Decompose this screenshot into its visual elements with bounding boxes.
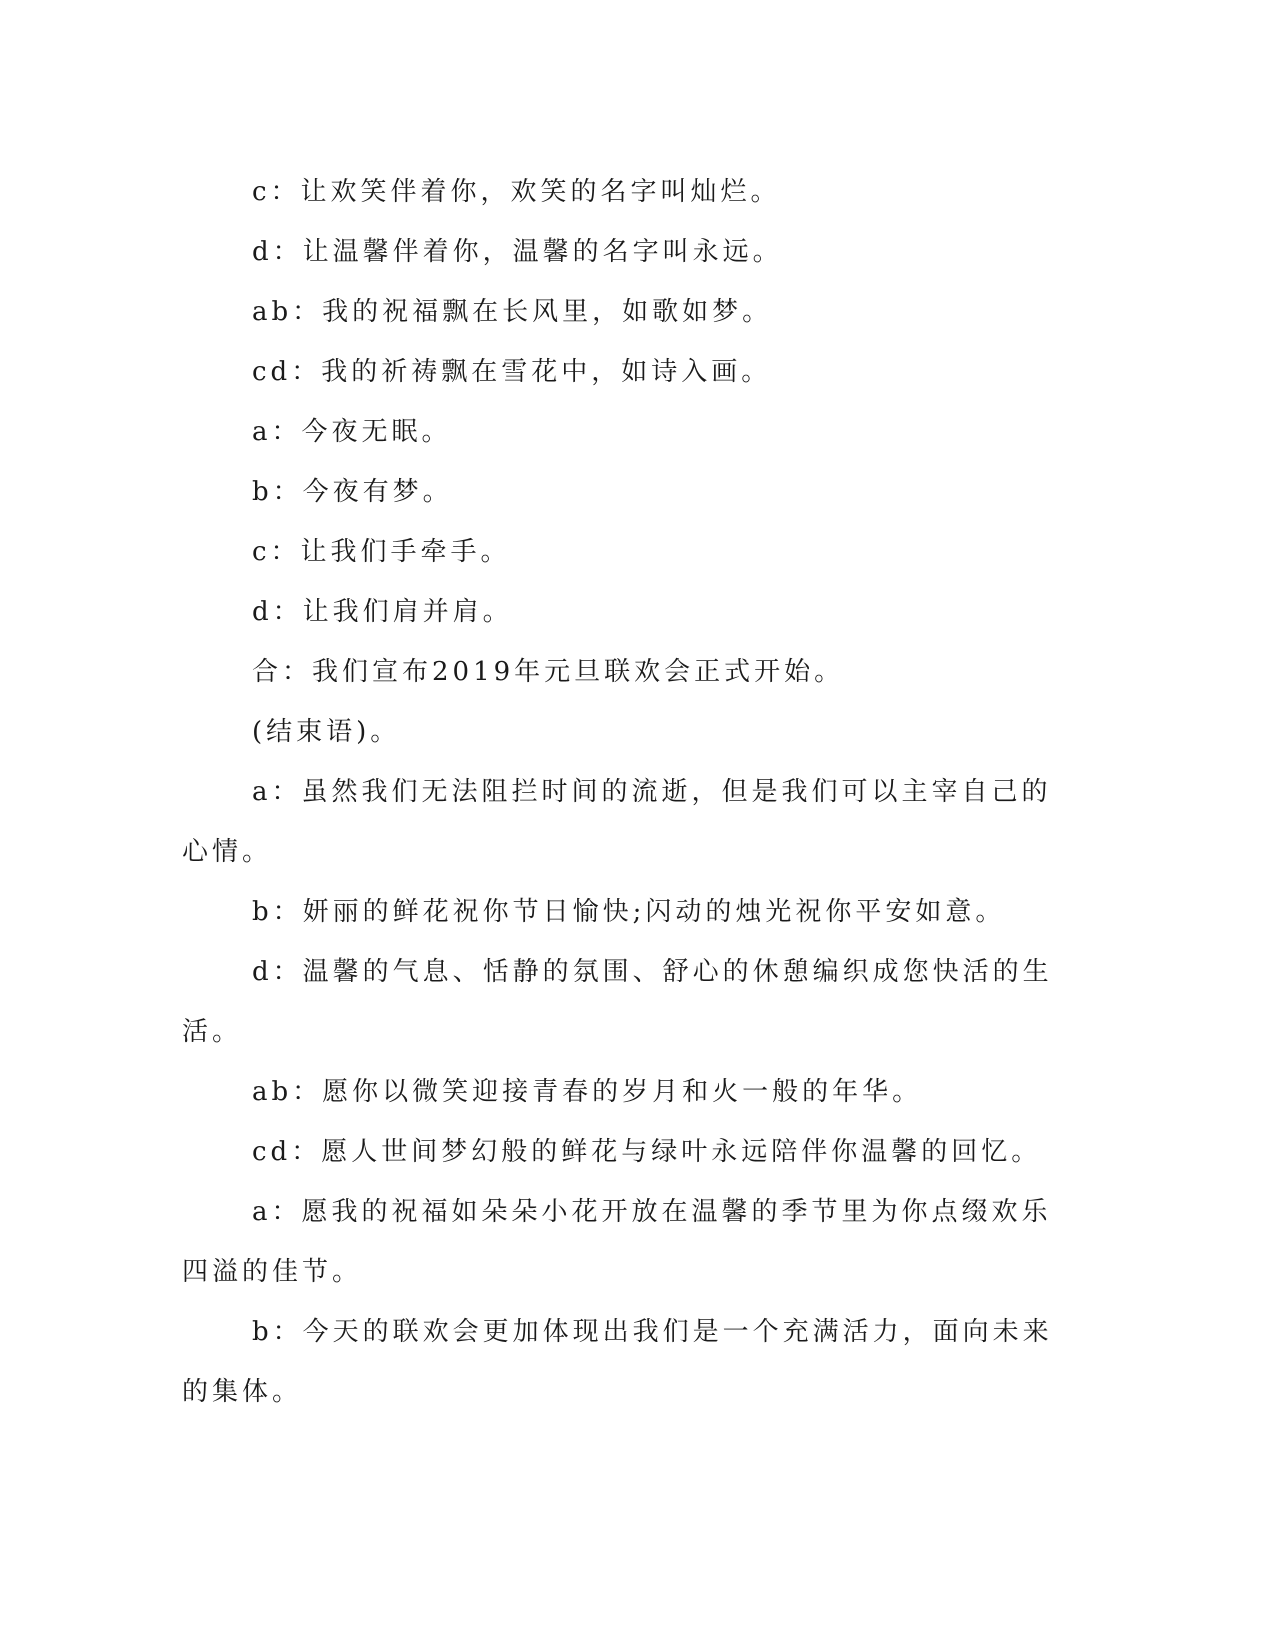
paragraph: d：让温馨伴着你，温馨的名字叫永远。 — [252, 237, 783, 267]
paragraph: ab：愿你以微笑迎接青春的岁月和火一般的年华。 — [252, 1077, 923, 1107]
paragraph: (结束语)。 — [252, 717, 401, 747]
document-body — [182, 162, 1062, 1422]
paragraph: b：妍丽的鲜花祝你节日愉快;闪动的烛光祝你平安如意。 — [252, 897, 1006, 927]
paragraph: b：今夜有梦。 — [252, 477, 453, 507]
paragraph: c：让我们手牵手。 — [252, 537, 511, 567]
paragraph: cd：我的祈祷飘在雪花中，如诗入画。 — [252, 357, 772, 387]
paragraph: d：温馨的气息、恬静的氛围、舒心的休憩编织成您快活的生活。 — [182, 957, 1053, 1047]
paragraph: a：愿我的祝福如朵朵小花开放在温馨的季节里为你点缀欢乐四溢的佳节。 — [182, 1197, 1052, 1287]
paragraph: ab：我的祝福飘在长风里，如歌如梦。 — [252, 297, 773, 327]
paragraph: c：让欢笑伴着你，欢笑的名字叫灿烂。 — [252, 177, 781, 207]
paragraph: a：今夜无眠。 — [252, 417, 452, 447]
paragraph: cd：愿人世间梦幻般的鲜花与绿叶永远陪伴你温馨的回忆。 — [252, 1137, 1042, 1167]
paragraph: 合：我们宣布2019年元旦联欢会正式开始。 — [252, 657, 845, 687]
paragraph: d：让我们肩并肩。 — [252, 597, 513, 627]
paragraph: a：虽然我们无法阻拦时间的流逝，但是我们可以主宰自己的心情。 — [182, 777, 1052, 867]
paragraph: b：今天的联欢会更加体现出我们是一个充满活力，面向未来的集体。 — [182, 1317, 1053, 1407]
